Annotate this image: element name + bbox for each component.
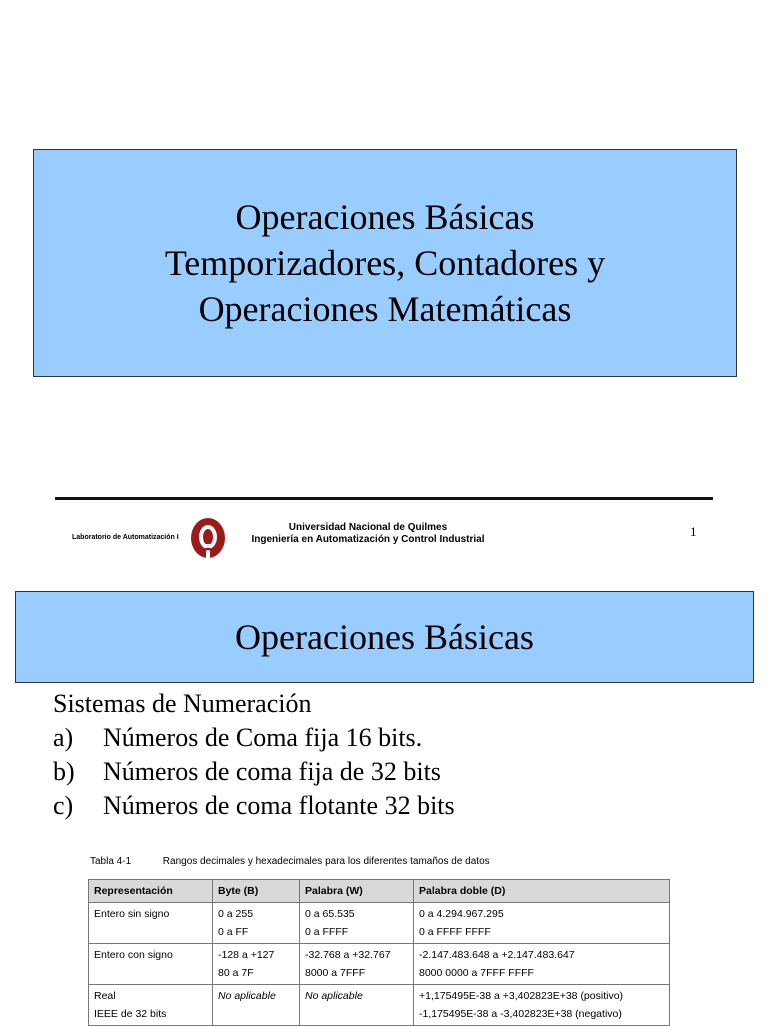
- university-text: [238, 522, 498, 546]
- table-cell: [89, 985, 213, 1026]
- page-number: 1: [690, 524, 697, 539]
- cell-line: 0 a 4.294.967.295: [419, 908, 504, 920]
- table-cell: [213, 944, 300, 985]
- list-text: Números de coma flotante 32 bits: [103, 791, 455, 820]
- cell-line: -2.147.483.648 a +2.147.483.647: [419, 949, 575, 961]
- table-cell: [213, 903, 300, 944]
- cell-line: Entero sin signo: [94, 908, 170, 920]
- slide-2-title: Operaciones Básicas: [235, 617, 534, 657]
- table-cell: [300, 985, 414, 1026]
- university-name: Universidad Nacional de Quilmes: [288, 522, 448, 533]
- cell-line: 0 a 65.535: [305, 908, 355, 920]
- list-item: [53, 721, 455, 755]
- university-logo-icon: [189, 516, 227, 560]
- table-cell: [89, 903, 213, 944]
- cell-line: -32.768 a +32.767: [305, 949, 391, 961]
- table-cell: [414, 903, 670, 944]
- table-cell: [414, 985, 670, 1026]
- slide-1-title-box: [33, 149, 737, 377]
- table-header-row: [89, 880, 670, 903]
- section-intro: Sistemas de Numeración: [53, 689, 312, 718]
- table-caption-text: Rangos decimales y hexadecimales para los diferentes tamaños de datos: [162, 856, 490, 867]
- cell-line: 0 a FF: [218, 926, 249, 938]
- list-text: Números de Coma fija 16 bits.: [103, 723, 423, 752]
- cell-line: 0 a FFFF: [305, 926, 349, 938]
- cell-line: 0 a 255: [218, 908, 254, 920]
- footer-divider: [55, 497, 713, 500]
- table-row: [89, 903, 670, 944]
- slide-2-content: [53, 687, 455, 823]
- table-row: [89, 944, 670, 985]
- table-row: [89, 985, 670, 1026]
- list-text: Números de coma fija de 32 bits: [103, 757, 441, 786]
- table-caption: [90, 856, 490, 867]
- title-line: Operaciones Básicas: [235, 197, 535, 237]
- table-cell: [414, 944, 670, 985]
- table-cell: [300, 903, 414, 944]
- cell-line: 8000 0000 a 7FFF FFFF: [419, 967, 534, 979]
- list-item: [53, 755, 455, 789]
- list-marker: b): [53, 757, 75, 786]
- cell-line: Real: [94, 990, 116, 1002]
- cell-line: 0 a FFFF FFFF: [419, 926, 491, 938]
- column-header: Palabra (W): [300, 880, 414, 903]
- list-item: [53, 789, 455, 823]
- cell-line: 80 a 7F: [218, 967, 254, 979]
- cell-line: -128 a +127: [218, 949, 275, 961]
- column-header: Byte (B): [213, 880, 300, 903]
- list-marker: c): [53, 791, 74, 820]
- data-ranges-table: [88, 879, 670, 1026]
- column-header: Palabra doble (D): [414, 880, 670, 903]
- slide-2-title-box: [15, 591, 754, 683]
- department-name: Ingeniería en Automatización y Control Industrial: [251, 534, 485, 545]
- title-line: Temporizadores, Contadores y: [164, 243, 606, 283]
- cell-line: No aplicable: [305, 990, 363, 1002]
- slide-footer: [0, 512, 768, 562]
- title-line: Operaciones Matemáticas: [198, 289, 572, 329]
- cell-line: +1,175495E-38 a +3,402823E+38 (positivo): [419, 990, 624, 1002]
- table-cell: [300, 944, 414, 985]
- table-cell: [213, 985, 300, 1026]
- cell-line: No aplicable: [218, 990, 276, 1002]
- column-header: Representación: [89, 880, 213, 903]
- cell-line: Entero con signo: [94, 949, 173, 961]
- table-number: Tabla 4-1: [90, 856, 132, 867]
- list-marker: a): [53, 723, 74, 752]
- cell-line: 8000 a 7FFF: [305, 967, 366, 979]
- cell-line: -1,175495E-38 a -3,402823E+38 (negativo): [419, 1008, 622, 1020]
- table-cell: [89, 944, 213, 985]
- lab-label: Laboratorio de Automatización I: [72, 534, 179, 541]
- cell-line: IEEE de 32 bits: [94, 1008, 167, 1020]
- slide-1-title: [165, 194, 605, 332]
